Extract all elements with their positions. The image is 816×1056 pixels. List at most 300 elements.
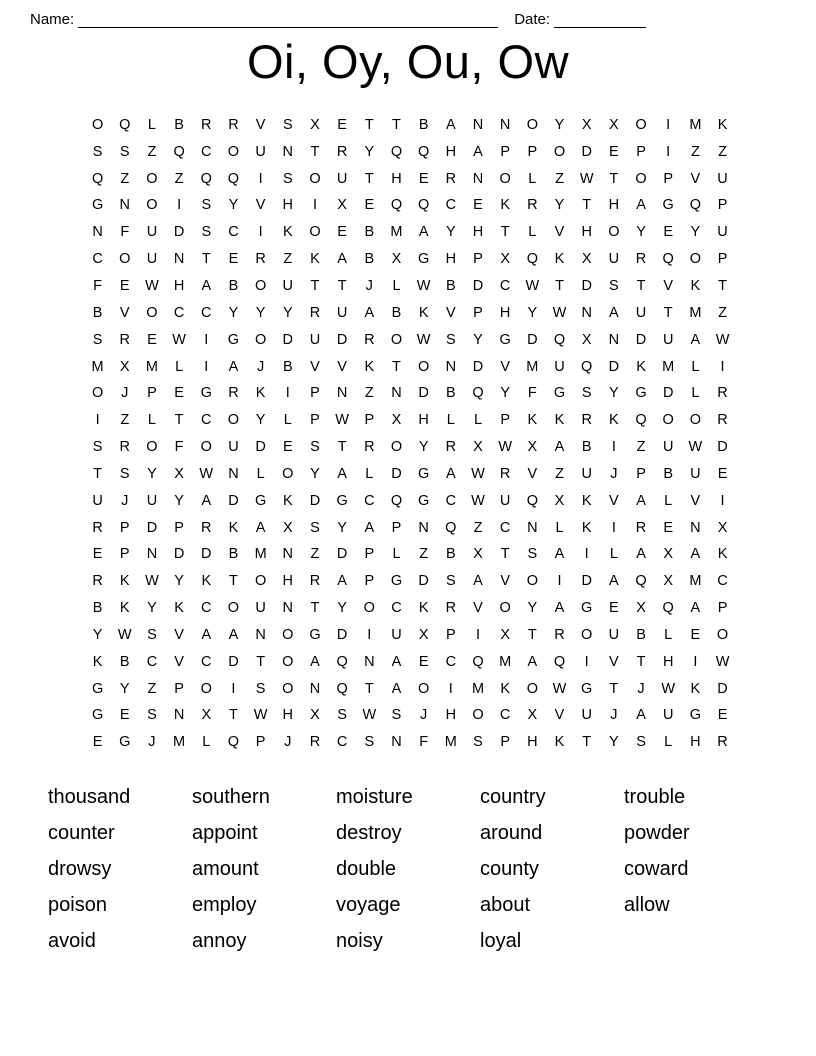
grid-cell[interactable]: D: [336, 626, 348, 643]
grid-cell[interactable]: O: [418, 358, 430, 375]
grid-cell[interactable]: S: [527, 546, 538, 563]
grid-cell[interactable]: R: [364, 331, 375, 348]
grid-cell[interactable]: P: [500, 412, 510, 429]
grid-cell[interactable]: N: [282, 546, 294, 563]
grid-cell[interactable]: P: [473, 304, 483, 321]
grid-cell[interactable]: Y: [690, 224, 701, 241]
grid-cell[interactable]: H: [472, 224, 484, 241]
word-list-item[interactable]: around: [480, 822, 543, 844]
grid-cell[interactable]: I: [557, 573, 562, 590]
grid-cell[interactable]: T: [582, 197, 592, 214]
grid-cell[interactable]: T: [364, 116, 374, 133]
grid-cell[interactable]: A: [228, 358, 239, 375]
grid-cell[interactable]: X: [609, 116, 619, 133]
grid-cell[interactable]: A: [337, 573, 347, 590]
grid-cell[interactable]: O: [282, 465, 294, 482]
grid-cell[interactable]: Q: [553, 653, 566, 670]
grid-cell[interactable]: Y: [174, 573, 184, 590]
grid-cell[interactable]: Y: [92, 626, 103, 643]
grid-cell[interactable]: R: [445, 439, 457, 456]
grid-cell[interactable]: M: [526, 358, 539, 375]
grid-cell[interactable]: T: [663, 304, 673, 321]
grid-cell[interactable]: A: [337, 465, 347, 482]
grid-cell[interactable]: R: [635, 519, 647, 536]
grid-cell[interactable]: S: [119, 143, 130, 160]
grid-cell[interactable]: R: [554, 626, 565, 643]
grid-cell[interactable]: O: [526, 573, 538, 590]
grid-cell[interactable]: W: [117, 626, 132, 643]
grid-cell[interactable]: N: [391, 734, 402, 751]
grid-cell[interactable]: A: [337, 251, 347, 268]
grid-cell[interactable]: D: [309, 492, 321, 509]
grid-cell[interactable]: C: [201, 412, 212, 429]
grid-cell[interactable]: W: [145, 573, 159, 590]
grid-cell[interactable]: X: [717, 519, 728, 536]
grid-cell[interactable]: B: [364, 224, 375, 241]
grid-cell[interactable]: M: [145, 358, 158, 375]
grid-cell[interactable]: B: [636, 626, 646, 643]
grid-cell[interactable]: N: [581, 304, 592, 321]
grid-cell[interactable]: K: [364, 358, 375, 375]
grid-cell[interactable]: D: [418, 385, 429, 402]
grid-cell[interactable]: T: [392, 358, 401, 375]
grid-cell[interactable]: O: [390, 331, 403, 348]
grid-cell[interactable]: J: [256, 358, 265, 375]
grid-cell[interactable]: K: [554, 251, 565, 268]
grid-cell[interactable]: W: [552, 680, 567, 697]
grid-cell[interactable]: W: [335, 412, 349, 429]
grid-cell[interactable]: W: [199, 465, 214, 482]
grid-cell[interactable]: O: [418, 680, 430, 697]
grid-cell[interactable]: A: [473, 573, 483, 590]
grid-cell[interactable]: U: [662, 439, 674, 456]
grid-cell[interactable]: P: [364, 546, 375, 563]
grid-cell[interactable]: I: [367, 626, 372, 643]
grid-cell[interactable]: O: [146, 197, 158, 214]
grid-cell[interactable]: U: [690, 465, 701, 482]
grid-cell[interactable]: P: [174, 519, 184, 536]
grid-cell[interactable]: A: [391, 680, 402, 697]
grid-cell[interactable]: N: [146, 546, 158, 563]
grid-cell[interactable]: Z: [419, 546, 429, 563]
grid-cell[interactable]: X: [391, 412, 402, 429]
grid-cell[interactable]: S: [310, 519, 320, 536]
grid-cell[interactable]: U: [608, 626, 620, 643]
grid-cell[interactable]: A: [554, 546, 565, 563]
grid-cell[interactable]: S: [201, 197, 212, 214]
grid-cell[interactable]: U: [662, 331, 674, 348]
grid-cell[interactable]: Q: [227, 734, 240, 751]
grid-cell[interactable]: C: [445, 197, 457, 214]
grid-cell[interactable]: N: [255, 626, 266, 643]
grid-cell[interactable]: K: [581, 492, 592, 509]
grid-cell[interactable]: I: [584, 546, 589, 563]
grid-cell[interactable]: I: [258, 170, 263, 187]
grid-cell[interactable]: K: [282, 492, 293, 509]
grid-cell[interactable]: N: [391, 385, 402, 402]
grid-cell[interactable]: R: [364, 439, 375, 456]
grid-cell[interactable]: E: [609, 600, 619, 617]
grid-cell[interactable]: M: [689, 304, 702, 321]
grid-cell[interactable]: J: [637, 680, 645, 697]
grid-cell[interactable]: S: [473, 734, 483, 751]
grid-cell[interactable]: F: [174, 439, 184, 456]
grid-cell[interactable]: E: [147, 331, 157, 348]
grid-cell[interactable]: I: [204, 358, 209, 375]
grid-cell[interactable]: Y: [418, 439, 429, 456]
grid-cell[interactable]: H: [418, 412, 429, 429]
grid-cell[interactable]: S: [201, 224, 212, 241]
grid-cell[interactable]: B: [663, 465, 674, 482]
grid-cell[interactable]: T: [364, 680, 374, 697]
grid-cell[interactable]: M: [662, 358, 675, 375]
grid-cell[interactable]: R: [228, 116, 239, 133]
grid-cell[interactable]: Z: [364, 385, 374, 402]
grid-cell[interactable]: A: [201, 492, 212, 509]
grid-cell[interactable]: F: [120, 224, 130, 241]
grid-cell[interactable]: N: [173, 707, 185, 724]
grid-cell[interactable]: E: [92, 546, 103, 563]
grid-cell[interactable]: S: [92, 331, 103, 348]
grid-cell[interactable]: O: [309, 224, 321, 241]
grid-cell[interactable]: T: [310, 277, 320, 294]
grid-cell[interactable]: V: [445, 304, 456, 321]
grid-cell[interactable]: M: [91, 358, 104, 375]
grid-cell[interactable]: G: [309, 626, 321, 643]
grid-cell[interactable]: D: [228, 492, 239, 509]
grid-cell[interactable]: K: [527, 412, 538, 429]
grid-cell[interactable]: W: [552, 304, 567, 321]
grid-cell[interactable]: H: [662, 653, 674, 670]
grid-cell[interactable]: J: [365, 277, 373, 294]
grid-cell[interactable]: Y: [609, 385, 619, 402]
grid-cell[interactable]: O: [499, 600, 511, 617]
grid-cell[interactable]: M: [444, 734, 457, 751]
grid-cell[interactable]: D: [146, 519, 158, 536]
grid-cell[interactable]: R: [228, 385, 239, 402]
grid-cell[interactable]: U: [717, 224, 728, 241]
grid-cell[interactable]: M: [689, 573, 702, 590]
grid-cell[interactable]: E: [119, 707, 130, 724]
grid-cell[interactable]: I: [312, 197, 317, 214]
grid-cell[interactable]: R: [201, 116, 212, 133]
grid-cell[interactable]: V: [255, 116, 266, 133]
grid-cell[interactable]: L: [691, 385, 700, 402]
grid-cell[interactable]: Z: [147, 143, 157, 160]
grid-cell[interactable]: P: [663, 170, 674, 187]
grid-cell[interactable]: B: [282, 358, 293, 375]
grid-cell[interactable]: K: [554, 734, 565, 751]
grid-cell[interactable]: Y: [554, 116, 565, 133]
grid-cell[interactable]: Z: [120, 170, 130, 187]
grid-cell[interactable]: O: [227, 600, 240, 617]
grid-cell[interactable]: E: [663, 519, 674, 536]
grid-cell[interactable]: X: [581, 251, 592, 268]
grid-cell[interactable]: O: [581, 626, 593, 643]
grid-cell[interactable]: E: [174, 385, 184, 402]
grid-cell[interactable]: I: [720, 358, 725, 375]
grid-cell[interactable]: O: [472, 707, 484, 724]
grid-cell[interactable]: Z: [120, 412, 130, 429]
grid-cell[interactable]: A: [228, 626, 239, 643]
grid-cell[interactable]: I: [666, 143, 671, 160]
grid-cell[interactable]: Q: [472, 653, 484, 670]
grid-cell[interactable]: M: [471, 680, 485, 697]
grid-cell[interactable]: D: [472, 358, 484, 375]
grid-cell[interactable]: U: [717, 170, 728, 187]
grid-cell[interactable]: X: [310, 707, 320, 724]
date-input-line[interactable]: [554, 14, 646, 28]
word-list-item[interactable]: noisy: [336, 930, 383, 952]
grid-cell[interactable]: R: [309, 734, 321, 751]
grid-cell[interactable]: P: [473, 251, 483, 268]
grid-cell[interactable]: O: [526, 680, 538, 697]
grid-cell[interactable]: O: [254, 573, 267, 590]
grid-cell[interactable]: Y: [527, 304, 538, 321]
grid-cell[interactable]: T: [229, 573, 238, 590]
grid-cell[interactable]: D: [336, 331, 348, 348]
grid-cell[interactable]: U: [554, 358, 565, 375]
grid-cell[interactable]: U: [499, 492, 511, 509]
grid-cell[interactable]: K: [201, 573, 212, 590]
grid-cell[interactable]: Q: [418, 197, 430, 214]
grid-cell[interactable]: N: [418, 519, 429, 536]
grid-cell[interactable]: O: [200, 439, 212, 456]
grid-cell[interactable]: G: [91, 680, 104, 697]
grid-cell[interactable]: P: [391, 519, 402, 536]
grid-cell[interactable]: D: [581, 573, 592, 590]
grid-cell[interactable]: W: [172, 331, 186, 348]
grid-cell[interactable]: N: [527, 519, 538, 536]
grid-cell[interactable]: F: [527, 385, 537, 402]
grid-cell[interactable]: B: [174, 116, 184, 133]
grid-cell[interactable]: Q: [418, 143, 430, 160]
grid-cell[interactable]: U: [608, 251, 620, 268]
grid-cell[interactable]: Y: [228, 304, 239, 321]
grid-cell[interactable]: I: [584, 653, 589, 670]
grid-cell[interactable]: R: [119, 331, 130, 348]
grid-cell[interactable]: G: [119, 734, 131, 751]
grid-cell[interactable]: W: [416, 331, 431, 348]
grid-cell[interactable]: G: [499, 331, 511, 348]
grid-cell[interactable]: S: [337, 707, 347, 724]
grid-cell[interactable]: K: [282, 224, 293, 241]
grid-cell[interactable]: K: [609, 412, 619, 429]
grid-cell[interactable]: A: [609, 573, 619, 590]
grid-cell[interactable]: H: [527, 734, 538, 751]
grid-cell[interactable]: R: [717, 412, 728, 429]
grid-cell[interactable]: Q: [526, 492, 538, 509]
grid-cell[interactable]: W: [688, 439, 703, 456]
grid-cell[interactable]: P: [717, 600, 728, 617]
grid-cell[interactable]: S: [282, 170, 293, 187]
grid-cell[interactable]: V: [554, 707, 565, 724]
grid-cell[interactable]: K: [174, 600, 184, 617]
grid-cell[interactable]: V: [310, 358, 320, 375]
grid-cell[interactable]: S: [391, 707, 402, 724]
grid-cell[interactable]: E: [473, 197, 483, 214]
grid-cell[interactable]: E: [337, 116, 347, 133]
grid-cell[interactable]: V: [174, 626, 184, 643]
grid-cell[interactable]: T: [229, 707, 238, 724]
word-list-item[interactable]: voyage: [336, 894, 401, 916]
grid-cell[interactable]: R: [445, 170, 457, 187]
grid-cell[interactable]: U: [255, 143, 266, 160]
grid-cell[interactable]: A: [609, 304, 619, 321]
grid-cell[interactable]: Q: [336, 680, 348, 697]
grid-cell[interactable]: N: [92, 224, 103, 241]
grid-cell[interactable]: K: [581, 519, 592, 536]
grid-cell[interactable]: V: [690, 492, 701, 509]
grid-cell[interactable]: W: [253, 707, 268, 724]
grid-cell[interactable]: O: [119, 251, 131, 268]
grid-cell[interactable]: B: [92, 600, 103, 617]
grid-cell[interactable]: X: [310, 116, 320, 133]
grid-cell[interactable]: K: [636, 358, 646, 375]
grid-cell[interactable]: O: [363, 600, 375, 617]
grid-cell[interactable]: L: [528, 224, 537, 241]
grid-cell[interactable]: D: [418, 573, 429, 590]
grid-cell[interactable]: N: [282, 600, 294, 617]
grid-cell[interactable]: A: [255, 519, 266, 536]
grid-cell[interactable]: Z: [283, 251, 293, 268]
grid-cell[interactable]: Q: [662, 251, 674, 268]
grid-cell[interactable]: Z: [555, 465, 564, 482]
grid-cell[interactable]: A: [364, 519, 375, 536]
word-list-item[interactable]: appoint: [192, 822, 258, 844]
grid-cell[interactable]: H: [391, 170, 402, 187]
grid-cell[interactable]: P: [119, 519, 130, 536]
grid-cell[interactable]: A: [554, 439, 565, 456]
grid-cell[interactable]: O: [499, 170, 511, 187]
grid-cell[interactable]: C: [146, 653, 158, 670]
grid-cell[interactable]: Z: [174, 170, 184, 187]
grid-cell[interactable]: N: [472, 116, 484, 133]
grid-cell[interactable]: Y: [282, 304, 293, 321]
grid-cell[interactable]: V: [174, 653, 184, 670]
grid-cell[interactable]: G: [418, 492, 430, 509]
grid-cell[interactable]: Y: [500, 385, 510, 402]
grid-cell[interactable]: O: [227, 143, 240, 160]
grid-cell[interactable]: L: [202, 734, 211, 751]
grid-cell[interactable]: P: [527, 143, 538, 160]
grid-cell[interactable]: A: [636, 707, 646, 724]
word-list-item[interactable]: employ: [192, 894, 257, 916]
grid-cell[interactable]: P: [717, 251, 728, 268]
grid-cell[interactable]: W: [525, 277, 540, 294]
grid-cell[interactable]: R: [336, 143, 348, 160]
grid-cell[interactable]: R: [445, 600, 457, 617]
grid-cell[interactable]: I: [611, 519, 616, 536]
grid-cell[interactable]: S: [92, 143, 103, 160]
grid-cell[interactable]: I: [258, 224, 263, 241]
grid-cell[interactable]: Q: [472, 385, 484, 402]
grid-cell[interactable]: Y: [636, 224, 646, 241]
grid-cell[interactable]: H: [282, 573, 294, 590]
grid-cell[interactable]: H: [445, 707, 457, 724]
grid-cell[interactable]: V: [119, 304, 130, 321]
grid-cell[interactable]: A: [690, 546, 701, 563]
grid-cell[interactable]: I: [204, 331, 209, 348]
word-list-item[interactable]: thousand: [48, 786, 131, 808]
grid-cell[interactable]: E: [418, 170, 429, 187]
grid-cell[interactable]: A: [636, 197, 646, 214]
grid-cell[interactable]: P: [364, 412, 375, 429]
grid-cell[interactable]: T: [636, 653, 646, 670]
grid-cell[interactable]: N: [608, 331, 620, 348]
grid-cell[interactable]: C: [173, 304, 185, 321]
grid-cell[interactable]: S: [310, 439, 320, 456]
grid-cell[interactable]: A: [310, 653, 320, 670]
grid-cell[interactable]: X: [174, 465, 184, 482]
word-list-item[interactable]: annoy: [192, 930, 247, 952]
grid-cell[interactable]: N: [445, 358, 457, 375]
grid-cell[interactable]: G: [390, 573, 403, 590]
grid-cell[interactable]: Y: [147, 465, 157, 482]
grid-cell[interactable]: C: [445, 492, 457, 509]
grid-cell[interactable]: A: [391, 653, 402, 670]
grid-cell[interactable]: A: [636, 546, 646, 563]
grid-cell[interactable]: C: [201, 143, 212, 160]
grid-cell[interactable]: L: [147, 412, 156, 429]
grid-cell[interactable]: O: [146, 304, 158, 321]
grid-cell[interactable]: X: [581, 116, 592, 133]
grid-cell[interactable]: C: [336, 734, 348, 751]
grid-cell[interactable]: B: [445, 385, 456, 402]
grid-cell[interactable]: A: [445, 465, 456, 482]
grid-cell[interactable]: W: [471, 465, 485, 482]
grid-cell[interactable]: C: [499, 277, 511, 294]
grid-cell[interactable]: U: [662, 707, 674, 724]
grid-cell[interactable]: H: [608, 197, 620, 214]
grid-cell[interactable]: R: [581, 412, 592, 429]
grid-cell[interactable]: Y: [609, 734, 619, 751]
grid-cell[interactable]: R: [309, 304, 321, 321]
grid-cell[interactable]: I: [177, 197, 182, 214]
grid-cell[interactable]: G: [418, 465, 430, 482]
grid-cell[interactable]: S: [609, 277, 619, 294]
grid-cell[interactable]: B: [228, 546, 239, 563]
grid-cell[interactable]: X: [663, 546, 674, 563]
grid-cell[interactable]: D: [173, 224, 185, 241]
grid-cell[interactable]: Q: [390, 143, 403, 160]
grid-cell[interactable]: D: [717, 439, 728, 456]
grid-cell[interactable]: T: [609, 680, 619, 697]
grid-cell[interactable]: T: [310, 600, 320, 617]
grid-cell[interactable]: R: [717, 734, 728, 751]
grid-cell[interactable]: Q: [227, 170, 240, 187]
grid-cell[interactable]: N: [364, 653, 375, 670]
grid-cell[interactable]: Q: [119, 116, 131, 133]
grid-cell[interactable]: O: [608, 224, 620, 241]
grid-cell[interactable]: B: [92, 304, 103, 321]
grid-cell[interactable]: Z: [718, 304, 727, 321]
grid-cell[interactable]: H: [690, 734, 701, 751]
grid-cell[interactable]: Y: [337, 600, 347, 617]
grid-cell[interactable]: P: [174, 680, 184, 697]
grid-cell[interactable]: K: [418, 304, 429, 321]
grid-cell[interactable]: S: [445, 573, 456, 590]
grid-cell[interactable]: W: [715, 653, 730, 670]
word-list-item[interactable]: country: [480, 786, 546, 808]
grid-cell[interactable]: P: [310, 412, 320, 429]
grid-cell[interactable]: X: [282, 519, 293, 536]
grid-cell[interactable]: X: [527, 707, 538, 724]
grid-cell[interactable]: X: [418, 626, 429, 643]
grid-cell[interactable]: A: [473, 143, 483, 160]
grid-cell[interactable]: O: [526, 116, 538, 133]
grid-cell[interactable]: X: [636, 600, 646, 617]
